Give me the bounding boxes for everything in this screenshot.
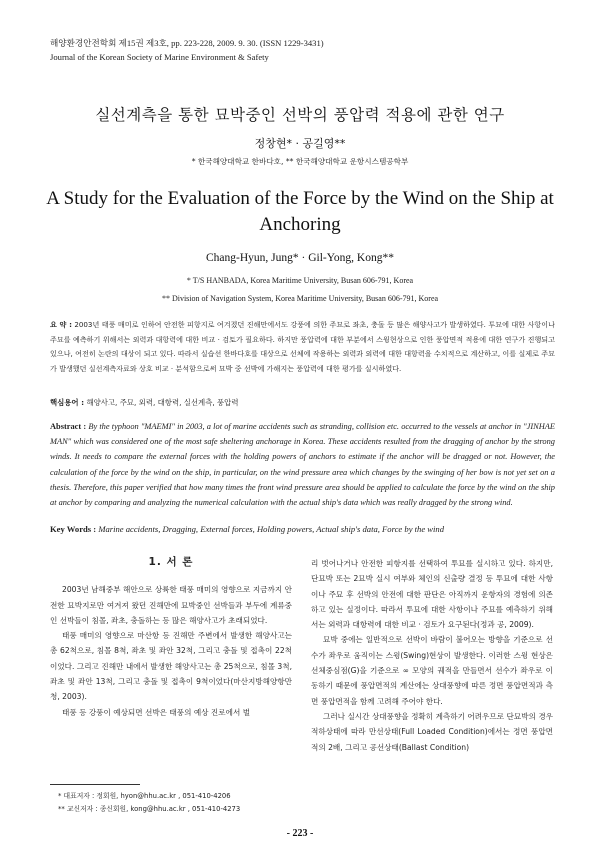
paper-title-en: A Study for the Evaluation of the Force by the Wind on the Ship at Anchoring [46,188,554,235]
body-column-left [50,555,292,720]
abstract-en-text: By the typhoon "MAEMI" in 2003, a lot of marine accidents such as stranding, collision etc. occurred to the vessels at anchor in "JINHAE MAN" which was considered one of the most safe sheltering anchorage in Korea. These accidents resulted from the dragging of anchor by the strong winds. It needs to compare the external forces with the holding powers of anchors to estimate if the anchor will be dragged or not. However, the calculation of the force by the wind on the ship, in particular, on the wind pressure area which changes by the swinging of her bow is not yet set on a thesis. Therefore, this paper verified that how many times the front wind pressure area should be applied to calculate the force by the wind on the ship at anchor by comparing and analyzing the numerical calculation with the actual ship's data which was really dragged by the strong wind. [50,422,556,508]
journal-header [50,36,324,64]
keywords-en-text: Marine accidents, Dragging, External forces, Holding powers, Actual ship's data, Force by the wind [98,524,445,534]
body-paragraph: 태풍 등 강풍이 예상되면 선박은 태풍의 예상 진로에서 벌 [62,707,251,717]
abstract-ko-text: 2003년 태풍 매미로 인하여 안전한 피항지로 여겨졌던 진해만에서도 강풍에 의한 주묘로 좌초, 충돌 등 많은 해양사고가 발생하였다. 투묘에 대한 사항이나 주묘를 예측하기 위해서는 외력과 대항력에 대한 비교 · 검토가 필요하다. 하지만 풍압력에 대한 부분에서 스윙현상으로 인한 풍압면적 적용에 대한 연구가 진행되고 있으나, 여전히 논란의 대상이 되고 있다. 따라서 실습선 한바다호를 대상으로 선체에 작용하는 외력과 외력에 대한 대항력을 수치적으로 계산하고, 이를 실제로 주묘가 발생했던 실선계측자료와 상호 비교 · 분석함으로써 묘박 중 선박에 가해지는 풍압력에 대한 평가를 실시하였다. [50,320,555,373]
journal-name-en: Journal of the Korean Society of Marine Environment & Safety [50,52,269,62]
authors-ko: 정창현* · 공길영** [254,137,346,150]
paper-title-ko: 실선계측을 통한 묘박중인 선박의 풍압력 적용에 관한 연구 [95,106,505,124]
keywords-ko-text: 해양사고, 주묘, 외력, 대항력, 실선계측, 풍압력 [86,398,239,407]
body-paragraph: 묘박 중에는 일반적으로 선박이 바람이 불어오는 방향을 기준으로 선수가 좌우로 움직이는 스윙(Swing)현상이 발생한다. 이러한 스윙 현상은 선체중심점(G)을 기준으로 ∞ 모양의 궤적을 만들면서 선수가 좌우로 이동하기 때문에 풍압면적의 계산에는 상대풍향에 따른 정면 풍압면적과 측면 풍압면적을 함께 고려해 주어야 한다. [311,635,553,706]
body-paragraph: 2003년 남해중부 해안으로 상륙한 태풍 매미의 영향으로 지금까지 안전한 묘박지로만 여겨져 왔던 진해만에 묘박중인 선박들과 부두에 계류중인 선박들이 침몰, 좌초, 충돌하는 등 많은 해양사고가 초래되었다. [50,585,292,625]
footnotes [58,790,240,815]
keywords-ko [50,397,555,408]
section-heading-intro: 1. 서 론 [148,556,194,568]
footnote-co-author: ** 교신저자 : 종신회원, kong@hhu.ac.kr , 051-410-4273 [58,804,241,813]
affiliations-ko: * 한국해양대학교 한바다호, ** 한국해양대학교 운항시스템공학부 [191,157,409,166]
abstract-ko-label: 요 약 : [50,320,72,329]
footnote-corresponding-author: * 대표저자 : 정회원, hyon@hhu.ac.kr , 051-410-4206 [58,792,231,800]
keywords-en [50,524,555,534]
footnote-divider [50,784,140,785]
abstract-en-label: Abstract : [50,422,87,431]
affiliation-en-1: * T/S HANBADA, Korea Maritime University, Busan 606-791, Korea [186,276,414,285]
keywords-ko-label: 핵심용어 : [50,398,85,407]
abstract-en [50,419,555,510]
body-paragraph: 태풍 매미의 영향으로 마산항 등 진해만 주변에서 발생한 해양사고는 총 62척으로, 침몰 8척, 좌초 및 좌안 32척, 그리고 충돌 및 접촉이 22척이었다. 그리고 진해만 내에서 발생한 해양사고는 총 25척으로, 침몰 3척, 좌초 및 좌안 13척, 그리고 충돌 및 접촉이 9척이었다(마산지방해양항만청, 2003). [50,631,292,702]
affiliation-en-2: ** Division of Navigation System, Korea Maritime University, Busan 606-791, Korea [161,294,439,303]
abstract-ko [50,318,555,376]
authors-en: Chang-Hyun, Jung* · Gil-Yong, Kong** [206,252,394,264]
body-paragraph: 그러나 실시간 상대풍향을 정확히 계측하기 어려우므로 단묘박의 경우 적하상태에 따라 만선상태(Full Loaded Condition)에서는 정면 풍압면적의 2배, 그리고 공선상태(Ballast Condition) [311,711,553,752]
keywords-en-label: Key Words : [50,524,97,534]
page-number: - 223 - [286,828,314,839]
journal-citation-ko: 해양환경안전학회 제15권 제3호, pp. 223-228, 2009. 9. 30. (ISSN 1229-3431) [50,38,324,48]
body-column-right [311,556,553,755]
body-paragraph: 리 벗어나거나 안전한 피항지를 선택하여 투묘를 실시하고 있다. 하지만, 단묘박 또는 2묘박 실시 여부와 체인의 신출량 결정 등 투묘에 대한 사항이나 주묘 후 선박의 안전에 대한 판단은 아직까지 운항자의 경험에 의존하고 있는 실정이다. 따라서 투묘에 대한 사항이나 주묘를 예측하기 위해서는 외력과 대항력에 대한 비교 · 검토가 요구된다(정과 공, 2009). [311,559,553,630]
